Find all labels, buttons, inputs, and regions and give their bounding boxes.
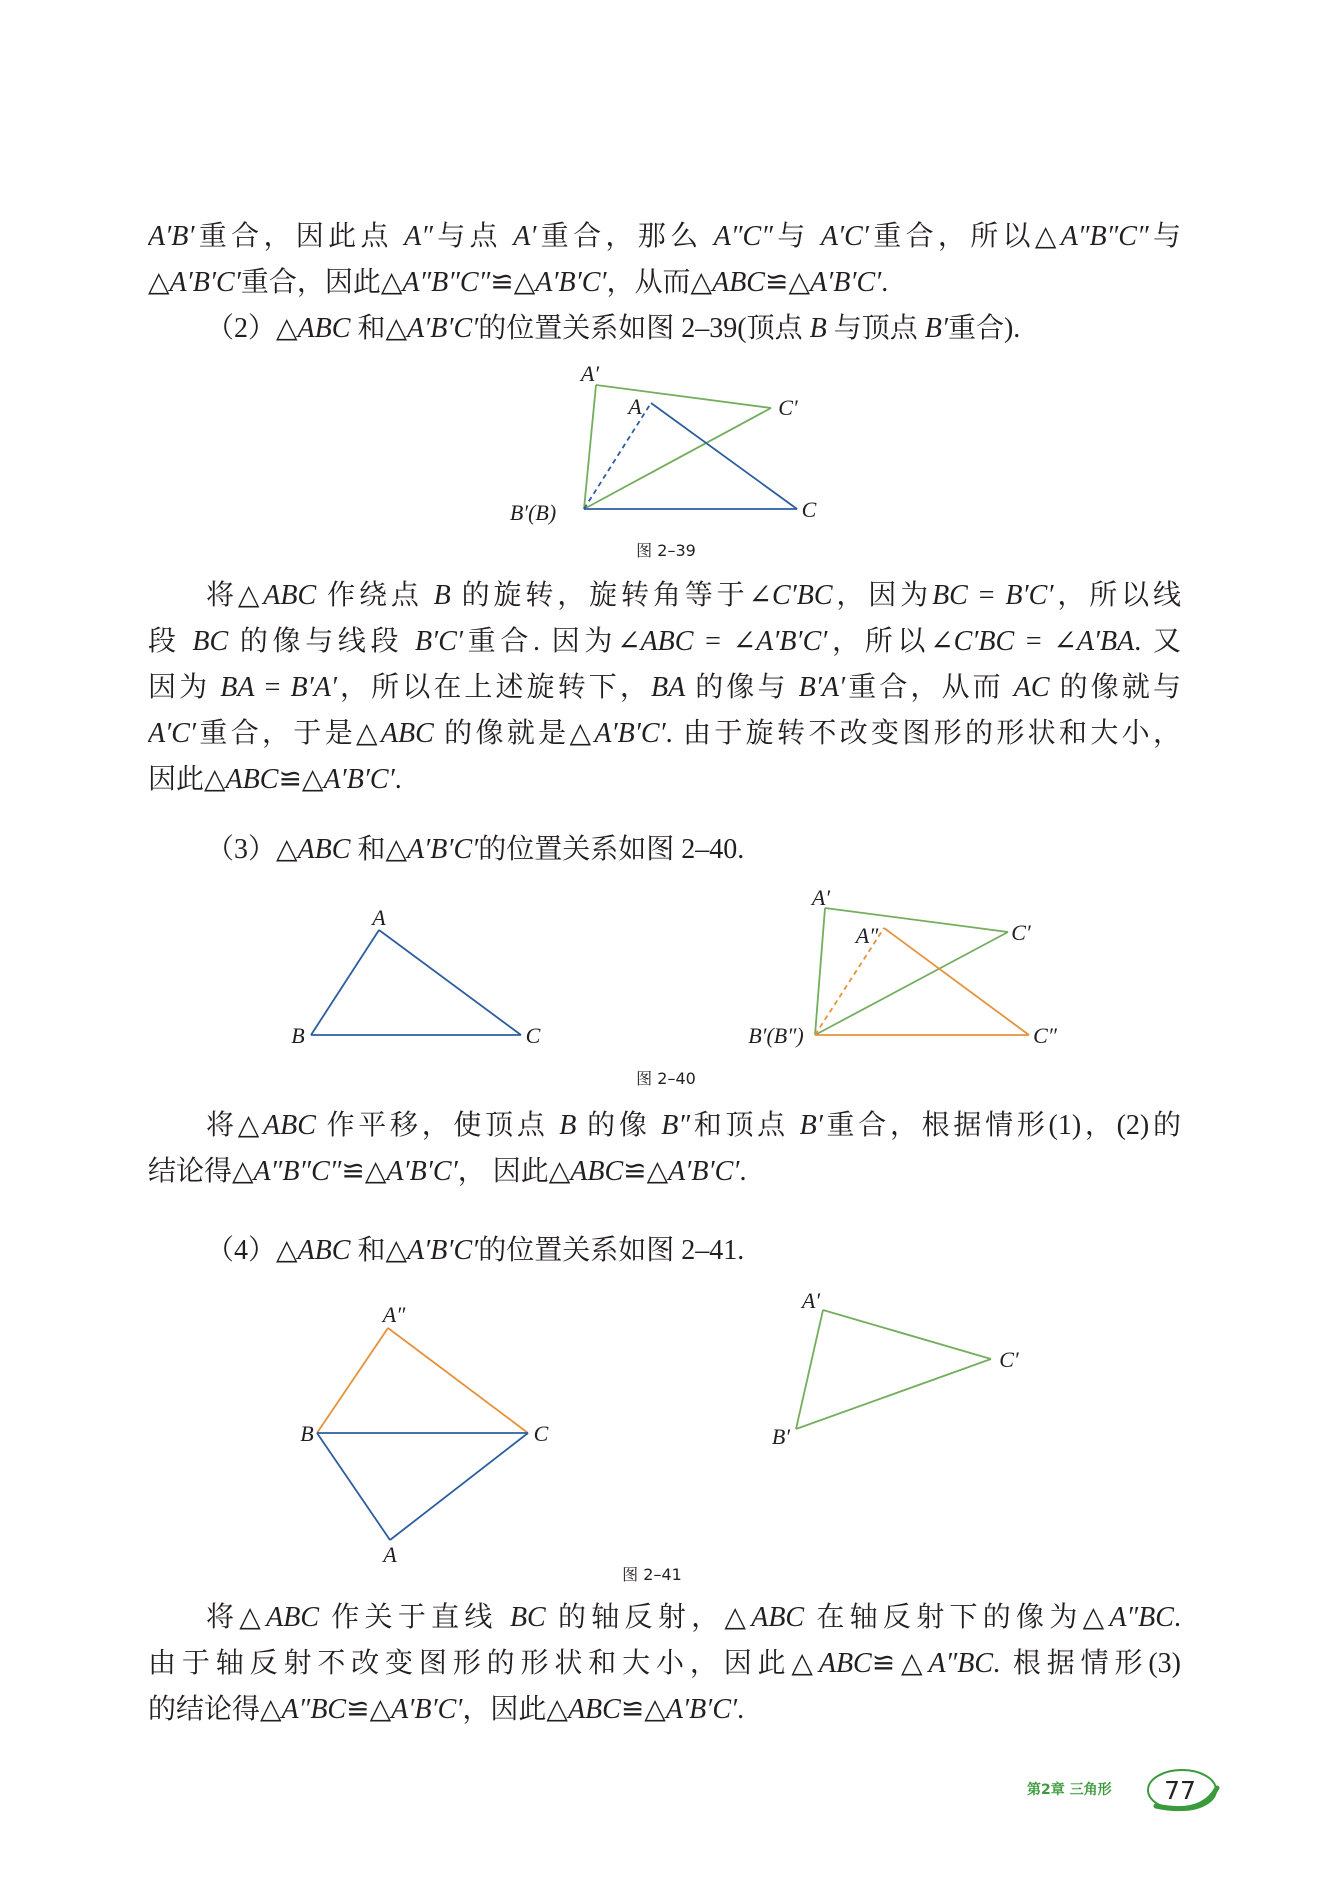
segment-a-prime-c-prime	[596, 385, 771, 408]
footer-chapter-title: 第2章 三角形	[1027, 1782, 1112, 1798]
figure-caption: 图 2–39	[636, 541, 696, 560]
vertex-label-b-prime-b-dprime: B′(B″)	[748, 1023, 804, 1048]
segment-a-c	[390, 1433, 528, 1540]
vertex-label-a-prime: A′	[801, 1290, 821, 1313]
segment-a-dprime-b	[317, 1328, 388, 1433]
vertex-label-a-prime: A′	[811, 885, 831, 910]
case-2-heading	[148, 306, 1181, 352]
vertex-label-a-dprime: A″	[382, 1302, 406, 1327]
vertex-label-a: A	[383, 1542, 397, 1567]
paragraph-line: 将△ABC 作平移，使顶点 B 的像 B″和顶点 B′重合，根据情形(1)，(2)的	[206, 1110, 1181, 1141]
vertex-label-c: C	[533, 1421, 549, 1446]
paragraph-continuation	[148, 214, 1181, 306]
vertex-label-c-prime: C′	[1011, 920, 1031, 945]
segment-a-c	[379, 930, 521, 1035]
vertex-label-a: A	[372, 905, 386, 930]
paragraph-line: A′C′重合，于是△ABC 的像就是△A′B′C′. 由于旋转不改变图形的形状和大小，	[148, 718, 1181, 749]
segment-a-prime-b-prime	[584, 385, 596, 509]
paragraph-reflection	[148, 1595, 1181, 1733]
paragraph-line: （2）△ABC 和△A′B′C′的位置关系如图 2–39(顶点 B 与顶点 B′重合).	[206, 313, 1021, 344]
figure-caption: 图 2–41	[622, 1565, 682, 1584]
vertex-label-b: B	[291, 1023, 305, 1048]
figure-2-39	[0, 360, 1332, 565]
paragraph-rotation	[148, 573, 1181, 803]
paragraph-line: 因为 BA = B′A′，所以在上述旋转下，BA 的像与 B′A′重合，从而 AC 的像就与	[148, 672, 1181, 703]
paragraph-line: （3）△ABC 和△A′B′C′的位置关系如图 2–40.	[206, 834, 745, 865]
vertex-label-c: C	[801, 497, 817, 522]
segment-b-prime-c-prime	[796, 1359, 991, 1429]
figure-caption: 图 2–40	[636, 1069, 696, 1088]
figure-2-41	[0, 1290, 1332, 1586]
paragraph-line: 的结论得△A″BC≌△A′B′C′，因此△ABC≌△A′B′C′.	[148, 1694, 745, 1725]
vertex-label-c: C	[525, 1023, 541, 1048]
paragraph-line: （4）△ABC 和△A′B′C′的位置关系如图 2–41.	[206, 1235, 745, 1266]
segment-a-prime-b-prime	[796, 1310, 823, 1429]
segment-a-prime-b-prime	[815, 908, 825, 1035]
vertex-label-a-prime: A′	[580, 361, 600, 386]
paragraph-line: 段 BC 的像与线段 B′C′重合. 因为∠ABC = ∠A′B′C′，所以∠C′BC = ∠A′BA. 又	[148, 626, 1181, 657]
paragraph-line: 将△ABC 作关于直线 BC 的轴反射，△ABC 在轴反射下的像为△A″BC.	[206, 1602, 1181, 1633]
segment-a-prime-c-prime	[823, 1310, 991, 1359]
segment-a-b	[311, 930, 379, 1035]
segment-a-prime-c-prime	[825, 908, 1008, 932]
segment-b-a	[317, 1433, 390, 1540]
vertex-label-b: B	[300, 1421, 314, 1446]
vertex-label-c-prime: C′	[999, 1347, 1019, 1372]
paragraph-line: 将△ABC 作绕点 B 的旋转，旋转角等于∠C′BC，因为BC = B′C′，所以线	[206, 580, 1181, 611]
paragraph-line: 由于轴反射不改变图形的形状和大小，因此△ABC≌△A″BC. 根据情形(3)	[148, 1648, 1181, 1679]
paragraph-line: △A′B′C′重合，因此△A″B″C″≌△A′B′C′，从而△ABC≌△A′B′C′.	[148, 267, 889, 298]
segment-a-c	[651, 403, 797, 509]
case-3-heading	[148, 827, 1181, 873]
vertex-label-a-dprime: A″	[855, 923, 879, 948]
paragraph-translation	[148, 1103, 1181, 1195]
paragraph-line: A′B′重合，因此点 A″与点 A′重合，那么 A″C″与 A′C′重合，所以△A″B″C″与	[148, 221, 1181, 252]
vertex-label-a: A	[628, 394, 642, 419]
vertex-label-b-prime-b: B′(B)	[509, 500, 557, 525]
segment-a-dprime-c	[388, 1328, 528, 1433]
page-number-badge	[1140, 1762, 1224, 1818]
paragraph-line: 结论得△A″B″C″≌△A′B′C′， 因此△ABC≌△A′B′C′.	[148, 1156, 747, 1187]
paragraph-line: 因此△ABC≌△A′B′C′.	[148, 764, 402, 795]
case-4-heading	[148, 1228, 1181, 1274]
vertex-label-c-dprime: C″	[1033, 1023, 1057, 1048]
vertex-label-c-prime: C′	[778, 395, 798, 420]
figure-2-40	[0, 880, 1332, 1092]
vertex-label-b-prime: B′	[771, 1424, 791, 1449]
segment-a-dprime-c-dprime	[884, 928, 1029, 1035]
page-number: 77	[1164, 1776, 1196, 1805]
